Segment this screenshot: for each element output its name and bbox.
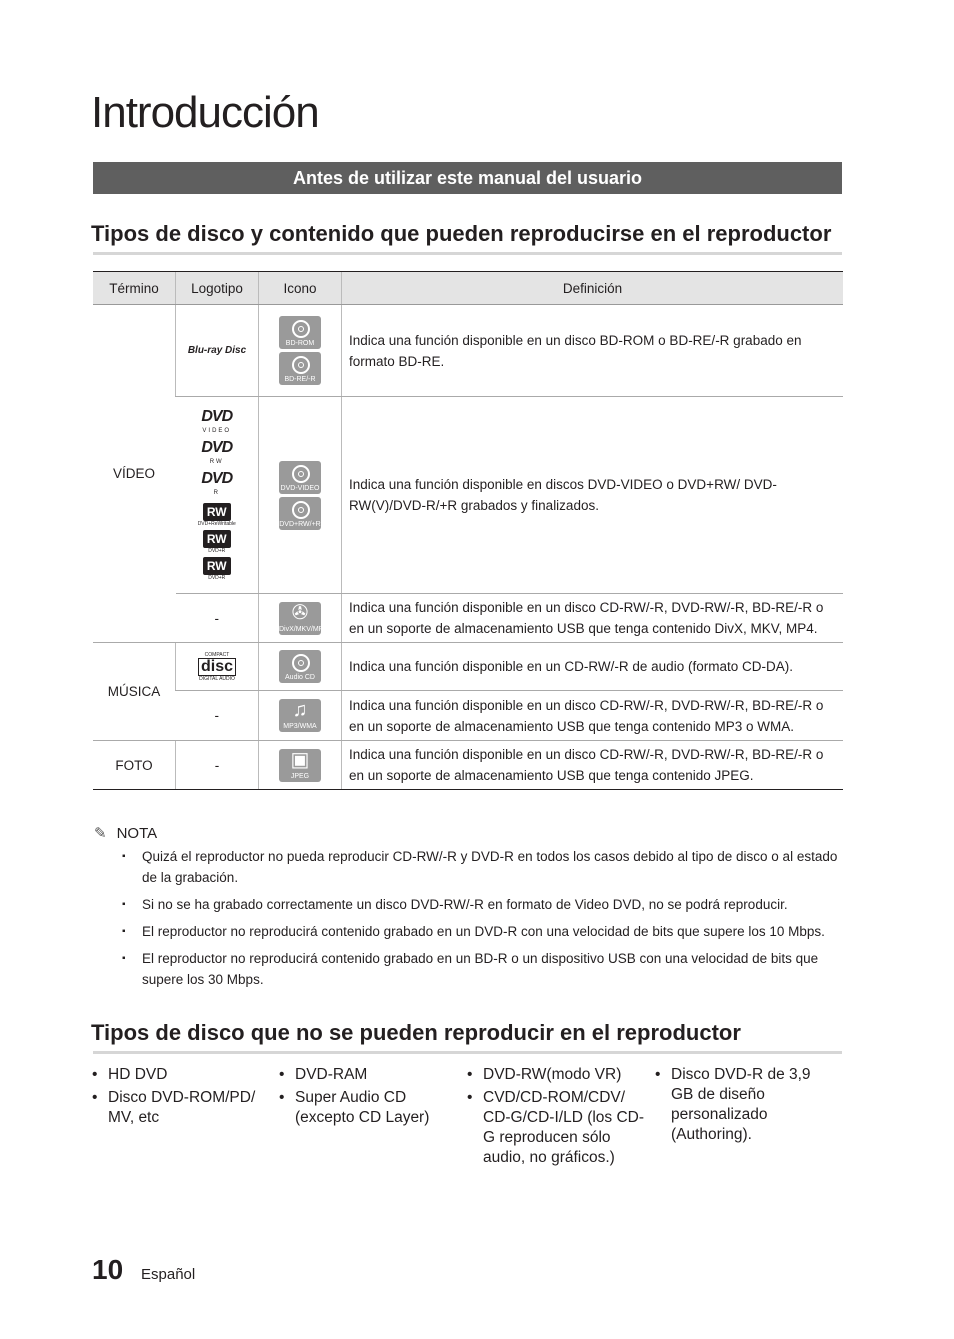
page-language: Español [141,1266,196,1283]
list-item: • HD DVD [92,1065,272,1085]
disc-types-table [93,271,843,790]
list-item: ▪ El reproductor no reproducirá contenido grabado en un DVD-R con una velocidad de bits que supere los 10 Mbps. [122,921,842,942]
definition-cell: Indica una función disponible en un disco BD-ROM o BD-RE/-R grabado en formato BD-RE. [342,305,844,397]
table-row [93,305,843,397]
header-logo: Logotipo [176,272,259,305]
definition-cell: Indica una función disponible en un disco CD-RW/-R, DVD-RW/-R, BD-RE/-R o en un soporte de almacenamiento USB que tenga contenido DivX, MKV, MP4. [342,594,844,643]
dvd-video-logo: DVD VIDEO [201,407,233,434]
note-title: NOTA [116,825,158,842]
logo-cell: - [176,741,259,790]
icon-cell [259,397,342,594]
bd-re-icon: BD-RE/-R [279,352,321,385]
logo-cell [176,305,259,397]
rw-logo: RW DVD+ReWritable [197,504,236,527]
logo-cell: - [176,594,259,643]
icon-cell [259,741,342,790]
bluray-logo [177,345,257,356]
definition-cell: Indica una función disponible en un disco CD-RW/-R, DVD-RW/-R, BD-RE/-R o en un soporte de almacenamiento USB que tenga contenido MP3 o WMA. [342,691,844,741]
list-item: ▪ Quizá el reproductor no pueda reproducir CD-RW/-R y DVD-R en todos los casos debido al tipo de disco o al estado de la grabación. [122,846,842,888]
photo-icon: ▣ JPEG [279,749,321,782]
unplayable-column-3 [467,1065,647,1171]
unplayable-column-4 [655,1065,830,1148]
table-row [93,397,843,594]
table-row [93,643,843,691]
bluray-logo-text: Blu-ray Disc [187,345,247,356]
table-row [93,741,843,790]
page-number: 10 [92,1254,124,1285]
list-item: • Disco DVD-ROM/PD/ MV, etc [92,1088,272,1128]
dvd-rw-icon: DVD+RW/+R [279,497,321,530]
unplayable-column-2 [279,1065,459,1131]
logo-cell [176,397,259,594]
dvd-rw-logo: DVD RW [201,438,233,465]
heading-playable-discs: Tipos de disco y contenido que pueden reproducirse en el reproductor [91,221,832,246]
list-item: • DVD-RW(modo VR) [467,1065,647,1085]
logo-cell: - [176,691,259,741]
list-item: • DVD-RAM [279,1065,459,1085]
list-item: ▪ El reproductor no reproducirá contenido grabado en un BD-R o un dispositivo USB con una velocidad de bits que supere los 30 Mbps. [122,948,842,990]
dvd-r-logo: DVD R [201,469,233,496]
logo-cell [176,643,259,691]
page-title: Introducción [91,88,319,137]
icon-cell [259,594,342,643]
term-music: MÚSICA [93,643,176,741]
list-item: • Disco DVD-R de 3,9 GB de diseño personalizado (Authoring). [655,1065,830,1145]
dvd-video-icon: DVD-VIDEO [279,461,321,494]
table-row [93,691,843,741]
list-item: • CVD/CD-ROM/CDV/ CD-G/CD-I/LD (los CD-G reproducen sólo audio, no gráficos.) [467,1088,647,1168]
list-item: • Super Audio CD (excepto CD Layer) [279,1088,459,1128]
section-band: Antes de utilizar este manual del usuario [93,162,842,194]
note-heading [94,824,157,842]
table-row [93,594,843,643]
rw-logo: RW DVD+R [177,530,258,554]
definition-cell: Indica una función disponible en un CD-RW/-R de audio (formato CD-DA). [342,643,844,691]
term-photo: FOTO [93,741,176,790]
bd-rom-icon: BD-ROM [279,316,321,349]
list-item: ▪ Si no se ha grabado correctamente un disco DVD-RW/-R en formato de Video DVD, no se podrá reproducir. [122,894,842,915]
divx-film-icon: ✇ DivX/MKV/MP4 [279,601,328,633]
unplayable-column-1 [92,1065,272,1131]
heading-rule [93,252,842,255]
definition-cell: Indica una función disponible en discos DVD-VIDEO o DVD+RW/ DVD-RW(V)/DVD-R/+R grabados y finalizados. [342,397,844,594]
rw-logo: RW DVD+R [177,557,258,581]
header-definition: Definición [342,272,844,305]
pencil-icon: ✎ [94,825,107,842]
header-icon: Icono [259,272,342,305]
icon-cell [259,643,342,691]
note-list [122,846,842,996]
header-term: Término [93,272,176,305]
heading-unplayable-discs: Tipos de disco que no se pueden reproducir en el reproductor [91,1020,741,1045]
term-video: VÍDEO [93,305,176,643]
heading-rule [93,1051,842,1054]
icon-cell [259,691,342,741]
music-note-icon: ♫ MP3/WMA [279,699,321,732]
definition-cell: Indica una función disponible en un disco CD-RW/-R, DVD-RW/-R, BD-RE/-R o en un soporte de almacenamiento USB que tenga contenido JPEG. [342,741,844,790]
table-header-row [93,272,843,305]
audio-cd-icon: Audio CD [279,650,321,683]
compact-disc-logo: COMPACT disc DIGITAL AUDIO [199,651,235,682]
icon-cell [259,305,342,397]
